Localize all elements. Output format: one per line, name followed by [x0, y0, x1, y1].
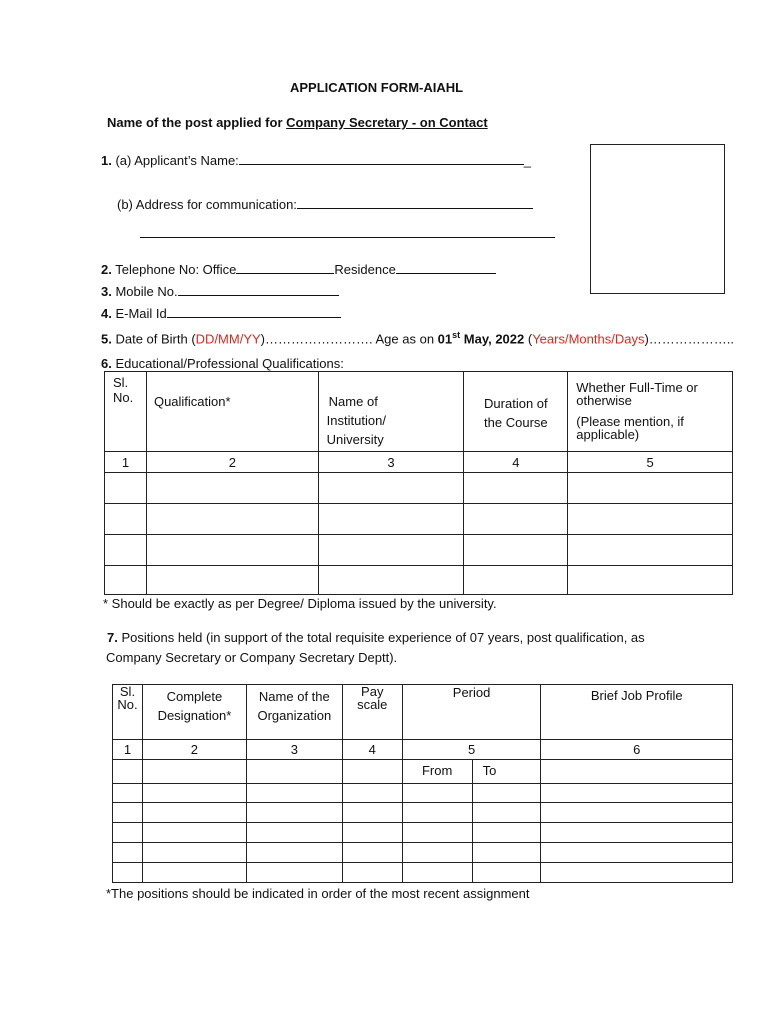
post-applied-label: Name of the post applied for [107, 115, 287, 130]
address-field-line2[interactable] [140, 236, 555, 238]
edu-header-duration: Duration of the Course [464, 372, 568, 452]
table-cell[interactable] [402, 843, 472, 863]
pos-col-number: 5 [402, 740, 541, 760]
table-cell[interactable] [568, 504, 733, 535]
table-cell[interactable] [472, 843, 541, 863]
positions-heading [107, 630, 645, 645]
table-cell[interactable] [402, 784, 472, 803]
pos-header-sl: Sl. No. [113, 685, 143, 740]
table-cell[interactable] [318, 566, 464, 595]
edu-header-sl: Sl. No. [105, 372, 147, 452]
table-row [113, 843, 733, 863]
table-cell[interactable] [568, 473, 733, 504]
mobile-number: 3. [101, 284, 112, 299]
telephone-residence-field[interactable] [396, 262, 496, 274]
applicant-name-number: 1. [101, 153, 112, 168]
email-number: 4. [101, 306, 112, 321]
pos-col-number: 2 [142, 740, 246, 760]
positions-heading-number: 7. [107, 630, 118, 645]
table-cell[interactable] [541, 760, 733, 784]
table-cell[interactable] [464, 535, 568, 566]
post-applied-line [107, 115, 488, 130]
mobile-row [101, 284, 339, 299]
table-row [113, 803, 733, 823]
pos-header-pay-scale: Pay scale [342, 685, 402, 740]
education-heading [101, 356, 344, 371]
table-cell[interactable] [105, 566, 147, 595]
table-cell[interactable] [146, 535, 318, 566]
table-cell[interactable] [146, 504, 318, 535]
telephone-office-label: Telephone No: Office [115, 262, 237, 277]
table-cell[interactable] [142, 760, 246, 784]
pos-col-number: 4 [342, 740, 402, 760]
table-cell[interactable] [105, 504, 147, 535]
edu-col-number: 5 [568, 452, 733, 473]
edu-col-number: 1 [105, 452, 147, 473]
applicant-name-trail: _ [523, 153, 532, 168]
table-cell[interactable] [246, 803, 342, 823]
education-header-row [105, 372, 733, 452]
table-cell[interactable] [541, 843, 733, 863]
edu-header-mode: Whether Full-Time or otherwise (Please mention, if applicable) [568, 372, 733, 452]
email-field[interactable] [167, 306, 341, 318]
table-cell[interactable] [246, 784, 342, 803]
table-cell[interactable] [246, 863, 342, 883]
table-cell[interactable] [113, 803, 143, 823]
table-cell[interactable] [105, 535, 147, 566]
telephone-residence-label: Residence [334, 262, 396, 277]
pos-header-period: Period [402, 685, 541, 740]
table-cell[interactable] [142, 823, 246, 843]
table-cell[interactable] [464, 504, 568, 535]
pos-col-number: 3 [246, 740, 342, 760]
table-cell[interactable] [541, 803, 733, 823]
dob-close: )……………………. Age as on [260, 331, 438, 347]
table-cell[interactable] [146, 566, 318, 595]
table-cell[interactable] [472, 863, 541, 883]
age-date-day: 01 [437, 331, 453, 347]
post-applied-value: Company Secretary - on Contact [286, 115, 488, 130]
pos-header-profile: Brief Job Profile [541, 685, 733, 740]
table-row [105, 535, 733, 566]
table-row [105, 504, 733, 535]
positions-table [112, 684, 733, 883]
table-cell[interactable] [318, 473, 464, 504]
table-cell[interactable] [472, 823, 541, 843]
pos-col-number: 6 [541, 740, 733, 760]
table-cell[interactable] [113, 784, 143, 803]
education-heading-text: Educational/Professional Qualifications: [115, 356, 344, 371]
photo-box [590, 144, 725, 294]
table-cell[interactable] [464, 566, 568, 595]
table-cell[interactable] [402, 803, 472, 823]
table-cell[interactable] [246, 823, 342, 843]
edu-col-number: 2 [146, 452, 318, 473]
period-to-label: To [472, 760, 541, 784]
table-cell[interactable] [246, 760, 342, 784]
table-cell[interactable] [342, 843, 402, 863]
telephone-row [101, 262, 496, 277]
education-number-row [105, 452, 733, 473]
table-cell[interactable] [568, 566, 733, 595]
pos-header-organization: Name of the Organization [246, 685, 342, 740]
table-cell[interactable] [472, 784, 541, 803]
positions-footnote: *The positions should be indicated in order of the most recent assignment [106, 886, 530, 901]
age-open: ( [524, 331, 533, 347]
mobile-label: Mobile No. [115, 284, 178, 299]
age-format: Years/Months/Days [532, 331, 645, 347]
table-row [105, 566, 733, 595]
positions-header-row [113, 685, 733, 740]
address-label: (b) Address for communication: [117, 197, 297, 212]
table-cell[interactable] [568, 535, 733, 566]
dob-format: DD/MM/YY [195, 331, 261, 347]
email-label: E-Mail Id [115, 306, 167, 321]
table-cell[interactable] [142, 803, 246, 823]
table-cell[interactable] [402, 863, 472, 883]
table-cell[interactable] [541, 863, 733, 883]
table-row [113, 760, 733, 784]
table-cell[interactable] [142, 863, 246, 883]
table-cell[interactable] [472, 803, 541, 823]
age-date-rest: May, 2022 [460, 331, 525, 347]
table-cell[interactable] [246, 843, 342, 863]
table-cell[interactable] [318, 504, 464, 535]
table-row [113, 823, 733, 843]
address-field-line1[interactable] [297, 197, 533, 209]
positions-heading-line1: Positions held (in support of the total requisite experience of 07 years, post qualification, as [117, 630, 645, 645]
dob-number: 5. [101, 331, 112, 347]
table-cell[interactable] [342, 863, 402, 883]
table-cell[interactable] [105, 473, 147, 504]
table-cell[interactable] [318, 535, 464, 566]
table-cell[interactable] [142, 784, 246, 803]
mobile-field[interactable] [178, 284, 339, 296]
table-cell[interactable] [342, 784, 402, 803]
email-row [101, 306, 341, 321]
edu-col-number: 3 [318, 452, 464, 473]
applicant-name-label: (a) Applicant’s Name: [115, 153, 239, 168]
table-cell[interactable] [541, 784, 733, 803]
age-date-sup: st [452, 330, 461, 340]
table-cell[interactable] [541, 823, 733, 843]
education-table [104, 371, 733, 595]
telephone-number: 2. [101, 262, 112, 277]
positions-heading-line2: Company Secretary or Company Secretary Deptt). [106, 650, 398, 665]
table-cell[interactable] [142, 843, 246, 863]
edu-col-number: 4 [464, 452, 568, 473]
table-cell[interactable] [464, 473, 568, 504]
form-title: APPLICATION FORM-AIAHL [290, 80, 464, 95]
table-cell[interactable] [113, 863, 143, 883]
table-cell[interactable] [113, 823, 143, 843]
period-from-label: From [402, 760, 472, 784]
table-cell[interactable] [113, 843, 143, 863]
education-footnote: * Should be exactly as per Degree/ Diploma issued by the university. [103, 596, 497, 611]
table-cell[interactable] [146, 473, 318, 504]
edu-header-qualification: Qualification* [146, 372, 318, 452]
telephone-office-field[interactable] [236, 262, 334, 274]
applicant-name-field[interactable] [239, 153, 524, 165]
dob-row [101, 330, 734, 346]
applicant-name-row [101, 153, 531, 168]
table-cell[interactable] [342, 803, 402, 823]
table-row [113, 784, 733, 803]
table-row [105, 473, 733, 504]
table-cell[interactable] [113, 760, 143, 784]
table-cell[interactable] [342, 760, 402, 784]
address-row [117, 197, 533, 212]
pos-header-designation: Complete Designation* [142, 685, 246, 740]
dob-label: Date of Birth ( [115, 331, 196, 347]
age-close: )……………….. [644, 331, 735, 347]
table-row [113, 863, 733, 883]
positions-number-row [113, 740, 733, 760]
education-heading-number: 6. [101, 356, 112, 371]
pos-col-number: 1 [113, 740, 143, 760]
table-cell[interactable] [342, 823, 402, 843]
table-cell[interactable] [402, 823, 472, 843]
edu-header-institution: Name of Institution/ University [318, 372, 464, 452]
